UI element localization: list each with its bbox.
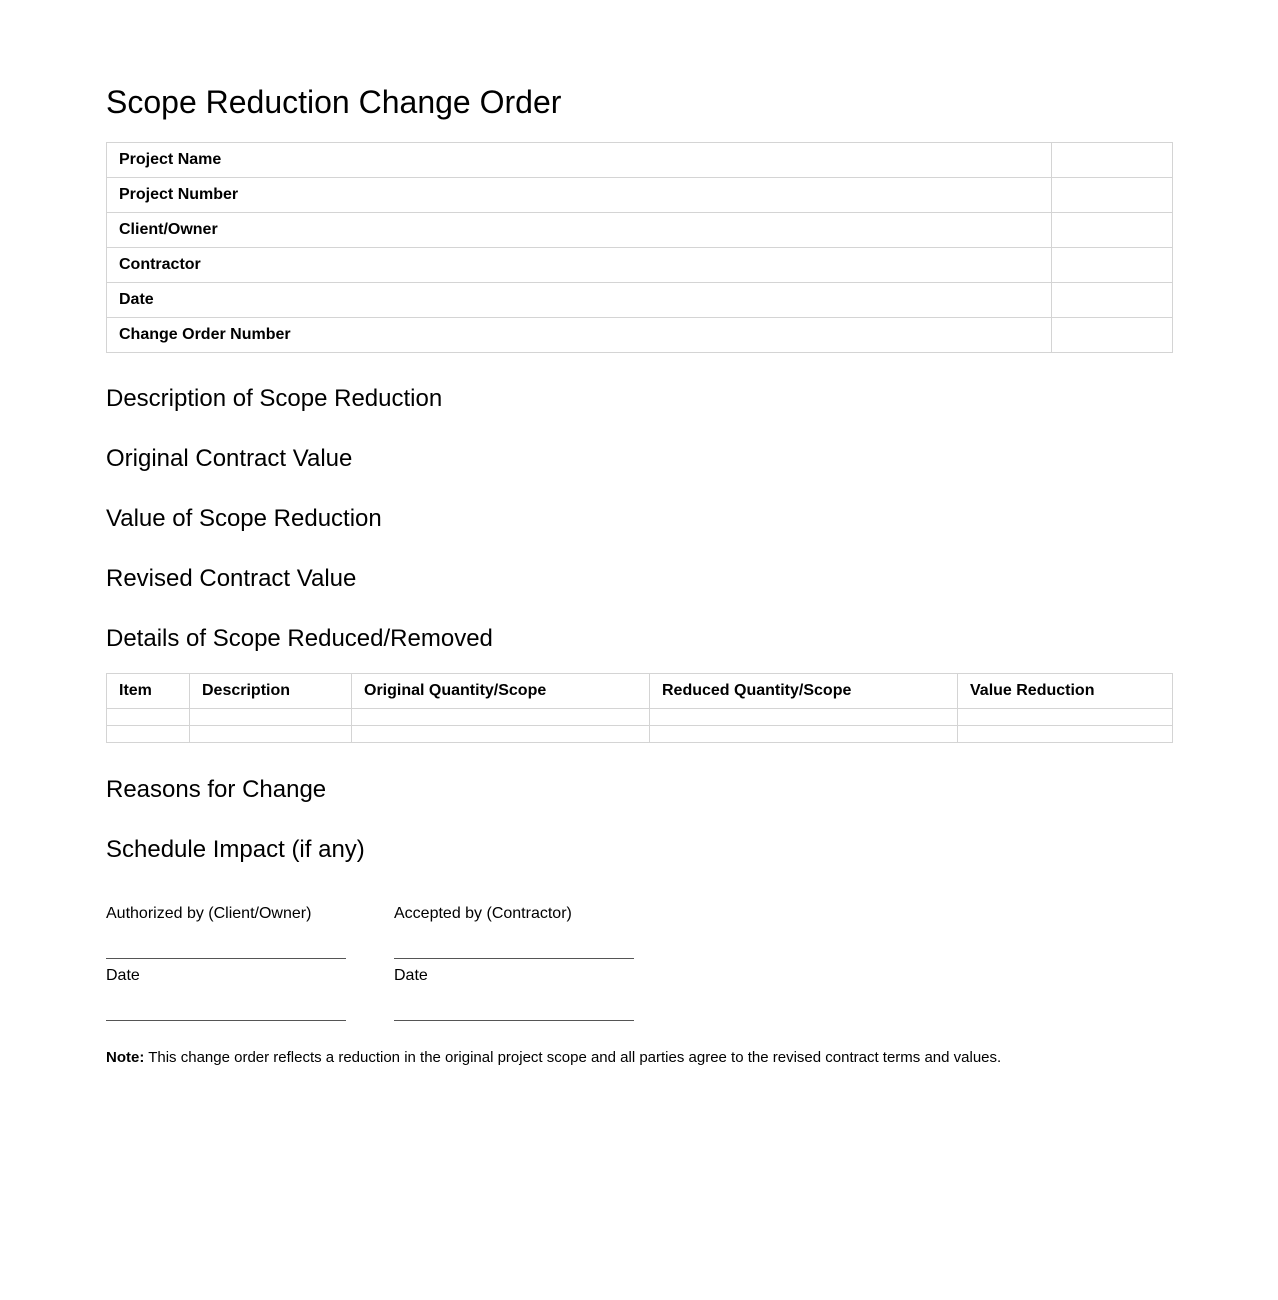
info-value-client-owner[interactable] (1052, 213, 1173, 248)
section-heading-schedule-impact: Schedule Impact (if any) (106, 836, 365, 863)
table-cell[interactable] (958, 726, 1173, 743)
info-row-change-order-number (107, 318, 1173, 353)
info-value-change-order-number[interactable] (1052, 318, 1173, 353)
section-heading-description: Description of Scope Reduction (106, 385, 443, 412)
info-row-project-number (107, 178, 1173, 213)
info-value-contractor[interactable] (1052, 248, 1173, 283)
column-header-value-reduction: Value Reduction (958, 674, 1173, 709)
authorized-date-line[interactable] (106, 986, 346, 1021)
column-header-original-quantity: Original Quantity/Scope (352, 674, 650, 709)
section-heading-revised-value: Revised Contract Value (106, 565, 357, 592)
date-label: Date (394, 967, 428, 984)
table-cell[interactable] (190, 726, 352, 743)
signature-column-contractor (394, 904, 634, 1028)
authorized-by-label: Authorized by (Client/Owner) (106, 905, 312, 922)
accepted-signature-line[interactable] (394, 924, 634, 959)
info-value-date[interactable] (1052, 283, 1173, 318)
signature-block (106, 904, 1172, 1028)
info-value-project-number[interactable] (1052, 178, 1173, 213)
authorized-signature-line[interactable] (106, 924, 346, 959)
accepted-by-label: Accepted by (Contractor) (394, 905, 572, 922)
info-label: Client/Owner (107, 213, 1052, 248)
scope-details-table (106, 673, 1173, 743)
section-heading-reduction-value: Value of Scope Reduction (106, 505, 382, 532)
info-row-project-name (107, 143, 1173, 178)
info-label: Project Name (107, 143, 1052, 178)
section-heading-original-value: Original Contract Value (106, 445, 353, 472)
info-label: Project Number (107, 178, 1052, 213)
section-heading-reasons: Reasons for Change (106, 776, 327, 803)
table-cell[interactable] (650, 709, 958, 726)
note-text: This change order reflects a reduction in the original project scope and all parties agree to the revised contract terms and values. (144, 1049, 1002, 1066)
info-label: Change Order Number (107, 318, 1052, 353)
table-row (107, 726, 1173, 743)
table-cell[interactable] (352, 709, 650, 726)
document-title: Scope Reduction Change Order (106, 84, 562, 120)
info-row-date (107, 283, 1173, 318)
info-value-project-name[interactable] (1052, 143, 1173, 178)
info-row-contractor (107, 248, 1173, 283)
accepted-date-line[interactable] (394, 986, 634, 1021)
table-cell[interactable] (650, 726, 958, 743)
table-cell[interactable] (107, 726, 190, 743)
column-header-item: Item (107, 674, 190, 709)
info-label: Date (107, 283, 1052, 318)
table-cell[interactable] (352, 726, 650, 743)
column-header-description: Description (190, 674, 352, 709)
table-cell[interactable] (190, 709, 352, 726)
note-prefix: Note: (106, 1049, 145, 1066)
project-info-table (106, 142, 1173, 353)
footer-note (106, 1048, 1172, 1068)
table-cell[interactable] (107, 709, 190, 726)
details-header-row (107, 674, 1173, 709)
info-label: Contractor (107, 248, 1052, 283)
column-header-reduced-quantity: Reduced Quantity/Scope (650, 674, 958, 709)
info-row-client-owner (107, 213, 1173, 248)
date-label: Date (106, 967, 140, 984)
table-cell[interactable] (958, 709, 1173, 726)
table-row (107, 709, 1173, 726)
signature-column-client (106, 904, 346, 1028)
section-heading-details: Details of Scope Reduced/Removed (106, 625, 493, 652)
